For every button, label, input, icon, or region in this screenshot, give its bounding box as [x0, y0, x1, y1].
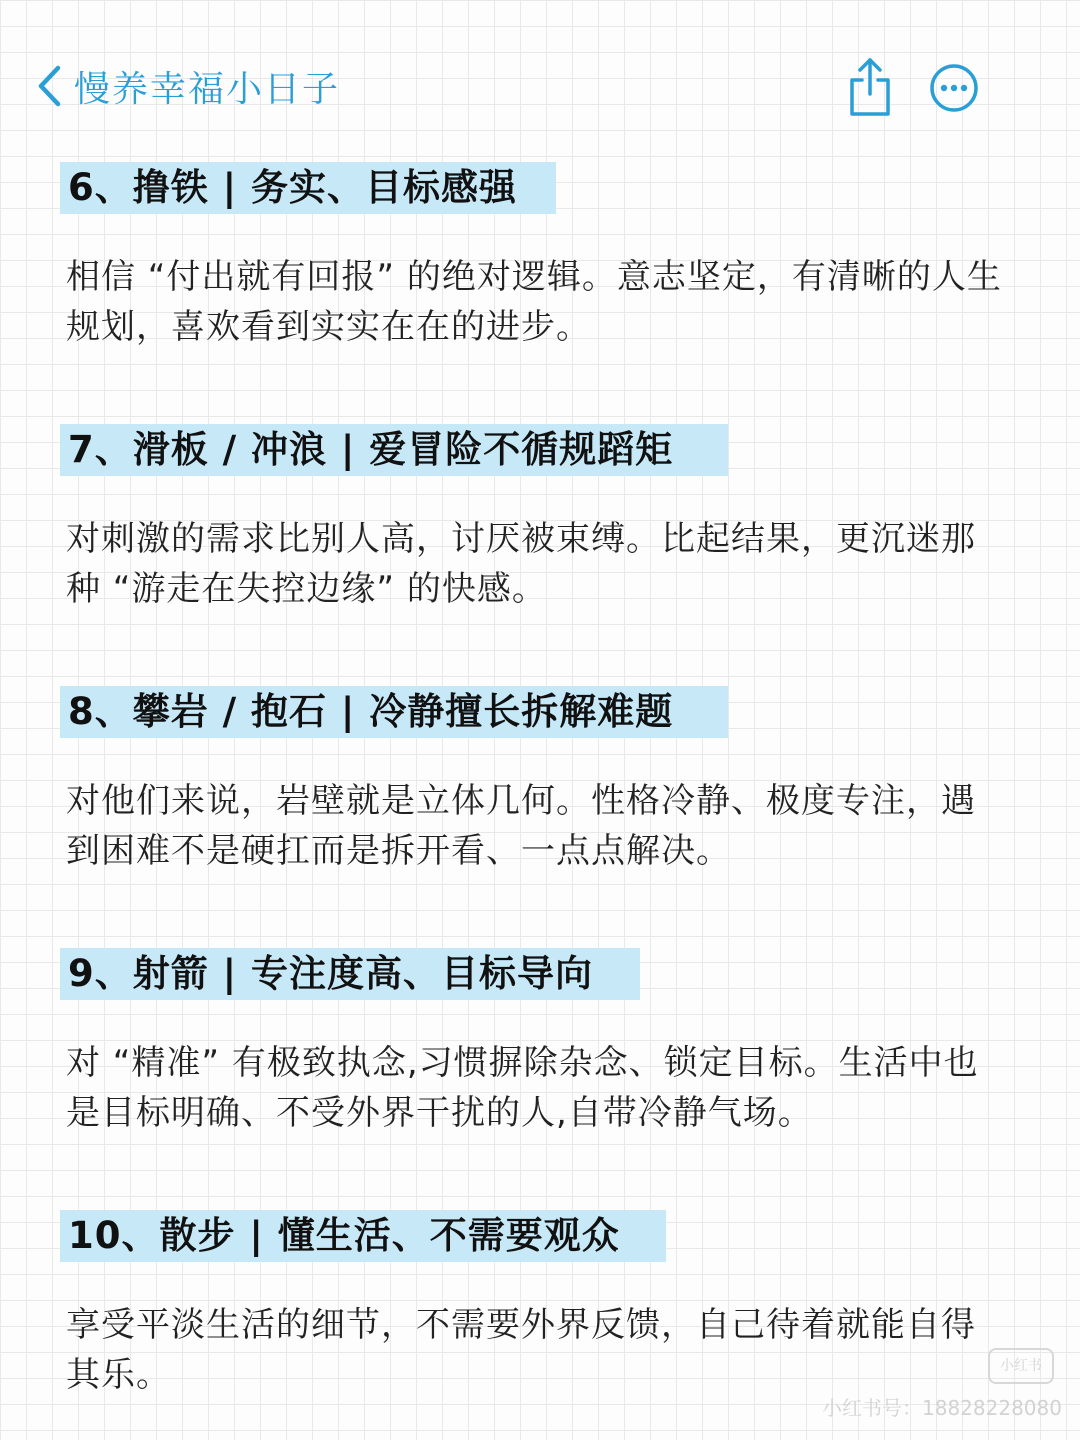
- section-body: 享受平淡生活的细节，不需要外界反馈，自己待着就能自得其乐。: [66, 1305, 976, 1395]
- section-body: 对他们来说，岩壁就是立体几何。性格冷静、极度专注，遇到困难不是硬扛而是拆开看、一点点解决。: [66, 781, 976, 871]
- more-options-icon: [928, 62, 980, 114]
- section-heading: 6、撸铁 | 务实、目标感强: [60, 162, 556, 214]
- section-heading: 7、滑板 / 冲浪 | 爱冒险不循规蹈矩: [60, 424, 728, 476]
- section-body: 对刺激的需求比别人高，讨厌被束缚。比起结果，更沉迷那种 “游走在失控边缘” 的快感。: [66, 519, 976, 609]
- top-bar: [0, 52, 1080, 124]
- back-label: 慢养幸福小日子: [74, 68, 341, 110]
- section-heading: 8、攀岩 / 抱石 | 冷静擅长拆解难题: [60, 686, 728, 738]
- watermark-logo: 小红书: [988, 1348, 1054, 1384]
- watermark-id: 小红书号：18828228080: [822, 1396, 1062, 1420]
- share-button[interactable]: [844, 56, 896, 118]
- section-heading: 9、射箭 | 专注度高、目标导向: [60, 948, 640, 1000]
- section-body: 相信 “付出就有回报” 的绝对逻辑。意志坚定，有清晰的人生规划，喜欢看到实实在在的进步。: [66, 257, 1002, 347]
- more-options-button[interactable]: [928, 62, 980, 114]
- chevron-left-icon: [34, 64, 64, 108]
- section-heading: 10、散步 | 懂生活、不需要观众: [60, 1210, 666, 1262]
- share-icon: [844, 56, 896, 118]
- section-body: 对 “精准” 有极致执念,习惯摒除杂念、锁定目标。生活中也是目标明确、不受外界干扰的人,自带冷静气场。: [66, 1043, 979, 1133]
- back-button[interactable]: [34, 58, 340, 114]
